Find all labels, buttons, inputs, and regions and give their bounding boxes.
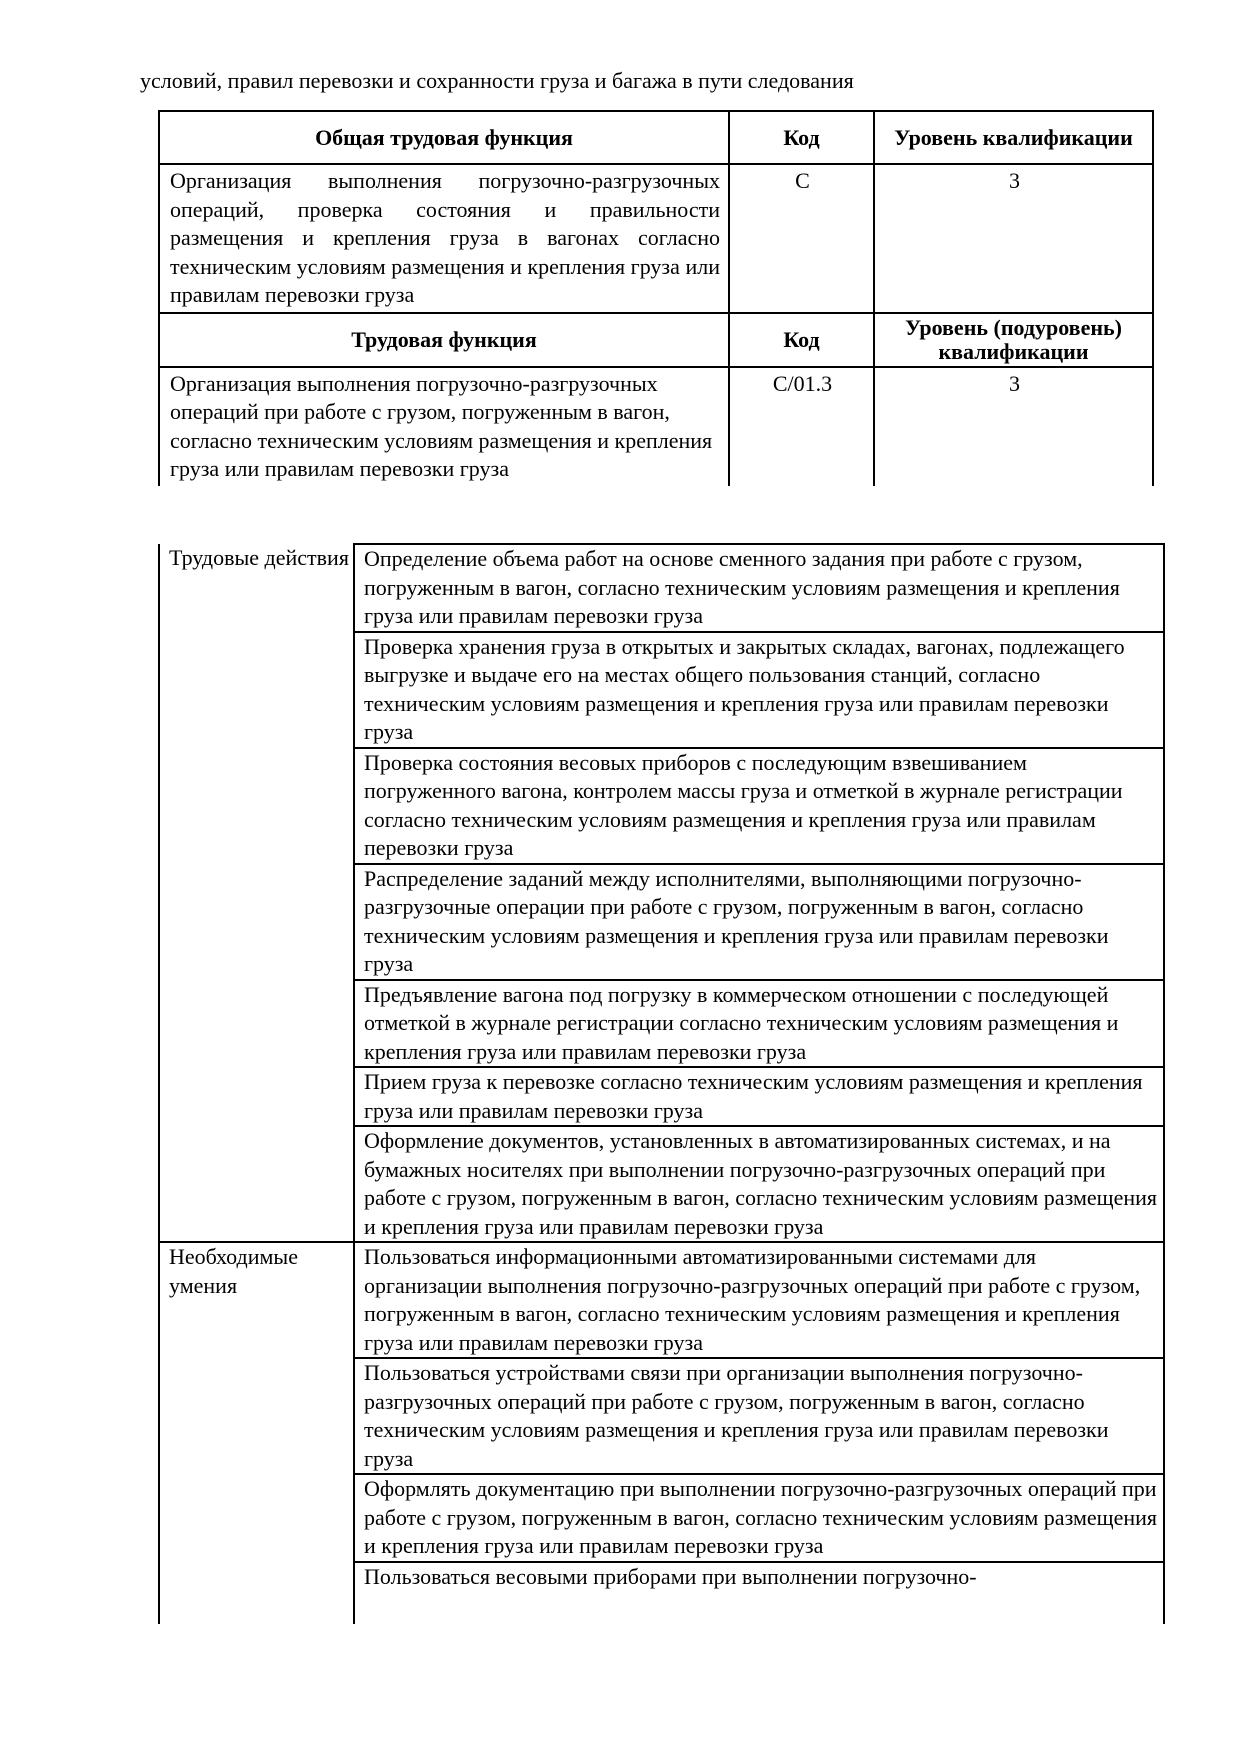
labor-actions-label: Трудовые действия	[159, 544, 354, 1242]
labor-action-item: Предъявление вагона под погрузку в коммерческом отношении с последующей отметкой в журнале регистрации согласно техническим условиям размещения и крепления груза или правилам перевозки груза	[354, 980, 1164, 1068]
general-function-header-row	[159, 111, 1153, 164]
header-qualification-level: Уровень квалификации	[874, 111, 1153, 164]
header-sublevel: Уровень (подуровень) квалификации	[874, 313, 1153, 367]
required-skill-text-cont: перевозки груза	[674, 1533, 824, 1558]
labor-action-item: Прием груза к перевозке согласно техническим условиям размещения и крепления груза или правилам перевозки груза	[354, 1067, 1164, 1126]
labor-function-text: Организация выполнения погрузочно-разгрузочных операций при работе с грузом, погруженным в вагон, согласно техническим условиям размещения и крепления груза или правилам перевозки груза	[159, 367, 729, 486]
general-function-text: Организация выполнения погрузочно-разгрузочных операций, проверка состояния и правильности размещения и крепления груза в вагонах согласно техническим условиям размещения и крепления груза или правилам перевозки груза	[159, 164, 729, 313]
header-general-function: Общая трудовая функция	[159, 111, 729, 164]
general-function-level: 3	[874, 164, 1153, 313]
labor-action-item: Проверка состояния весовых приборов с последующим взвешиванием погруженного вагона, контролем массы груза и отметкой в журнале регистрации согласно техническим условиям размещения и крепления груза или правилам перевозки груза	[354, 748, 1164, 864]
required-skill-item	[354, 1474, 1164, 1562]
header-code-2: Код	[729, 313, 874, 367]
header-labor-function: Трудовая функция	[159, 313, 729, 367]
labor-action-item: Проверка хранения груза в открытых и закрытых складах, вагонах, подлежащего выгрузке и выдаче его на местах общего пользования станций, согласно техническим условиям размещения и крепления груза или правилам перевозки груза	[354, 632, 1164, 748]
page-bottom-clip	[0, 1656, 1241, 1754]
general-function-code: С	[729, 164, 874, 313]
labor-function-header-row	[159, 313, 1153, 367]
table-row	[159, 544, 1164, 632]
table-row	[159, 1242, 1164, 1358]
labor-function-code: С/01.3	[729, 367, 874, 486]
general-function-row	[159, 164, 1153, 313]
required-skill-item-clipped: Пользоваться весовыми приборами при выполнении погрузочно-	[354, 1562, 1164, 1624]
labor-action-item: Оформление документов, установленных в автоматизированных системах, и на бумажных носителях при выполнении погрузочно-разгрузочных операций при работе с грузом, погруженным в вагон, согласно техническим условиям размещения и крепления груза или правилам перевозки груза	[354, 1126, 1164, 1242]
required-skill-text: Оформлять документацию при выполнении погрузочно-разгрузочных операций при работе с грузом, погруженным в вагон, согласно техническим условиям размещения и крепления груза или правилам	[364, 1476, 1158, 1558]
labor-action-item: Распределение заданий между исполнителями, выполняющими погрузочно-разгрузочные операции при работе с грузом, погруженным в вагон, согласно техническим условиям размещения и крепления груза или правилам перевозки груза	[354, 864, 1164, 980]
header-code: Код	[729, 111, 874, 164]
general-function-table	[158, 110, 1154, 486]
labor-function-row	[159, 367, 1153, 486]
required-skill-item: Пользоваться устройствами связи при организации выполнения погрузочно-разгрузочных операций при работе с грузом, погруженным в вагон, согласно техническим условиям размещения и крепления груза или правилам перевозки груза	[354, 1358, 1164, 1474]
required-skills-label: Необходимые умения	[159, 1242, 354, 1624]
intro-paragraph: условий, правил перевозки и сохранности груза и багажа в пути следования	[140, 68, 854, 93]
labor-function-level: 3	[874, 367, 1153, 486]
required-skill-item: Пользоваться информационными автоматизированными системами для организации выполнения погрузочно-разгрузочных операций при работе с грузом, погруженным в вагон, согласно техническим условиям размещения и крепления груза или правилам перевозки груза	[354, 1242, 1164, 1358]
details-table	[158, 543, 1165, 1624]
labor-action-item: Определение объема работ на основе сменного задания при работе с грузом, погруженным в вагон, согласно техническим условиям размещения и крепления груза или правилам перевозки груза	[354, 544, 1164, 632]
